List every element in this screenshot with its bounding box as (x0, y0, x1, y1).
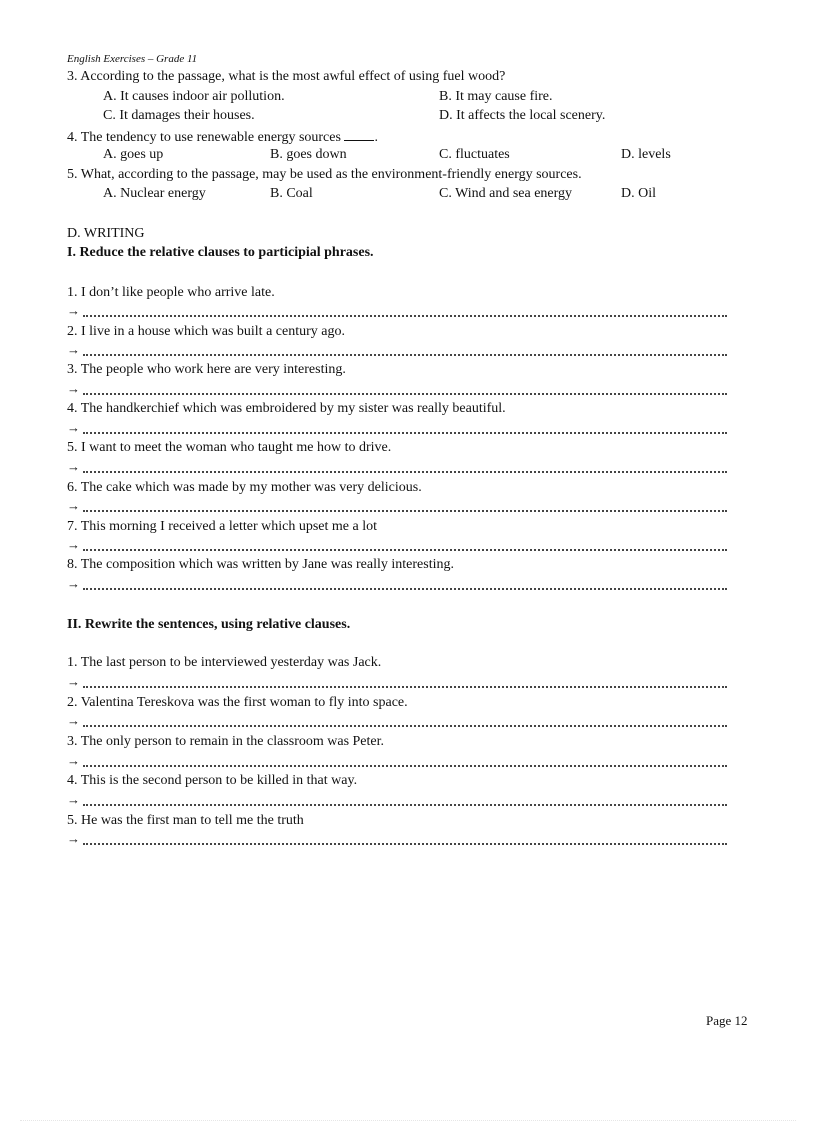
dotted-line (83, 536, 727, 551)
q5-option-c: C. Wind and sea energy (439, 186, 573, 201)
dotted-line (83, 752, 727, 767)
answer-line[interactable] (67, 791, 727, 807)
answer-line[interactable] (67, 497, 727, 513)
part1-sentence-4: 4. The handkerchief which was embroidered by my sister was really beautiful. (67, 401, 506, 416)
arrow-icon: → (67, 674, 80, 689)
part1-heading: I. Reduce the relative clauses to participial phrases. (67, 245, 374, 260)
answer-line[interactable] (67, 380, 727, 396)
answer-line[interactable] (67, 341, 727, 357)
arrow-icon: → (67, 459, 80, 474)
q3-option-b: B. It may cause fire. (439, 89, 553, 104)
arrow-icon: → (67, 420, 80, 435)
answer-line[interactable] (67, 419, 727, 435)
dotted-line (83, 458, 727, 473)
answer-line[interactable] (67, 536, 727, 552)
part2-sentence-5: 5. He was the first man to tell me the truth (67, 813, 304, 828)
dotted-line (83, 712, 727, 727)
q5-option-b: B. Coal (270, 186, 313, 201)
dotted-line (83, 419, 727, 434)
arrow-icon: → (67, 792, 80, 807)
q5-option-d: D. Oil (621, 186, 656, 201)
dotted-line (83, 341, 727, 356)
dotted-line (83, 673, 727, 688)
q3-option-a: A. It causes indoor air pollution. (103, 89, 285, 104)
q4-option-c: C. fluctuates (439, 147, 510, 162)
page-header: English Exercises – Grade 11 (67, 53, 198, 65)
part2-sentence-4: 4. This is the second person to be killed in that way. (67, 773, 358, 788)
answer-line[interactable] (67, 712, 727, 728)
question-3: 3. According to the passage, what is the most awful effect of using fuel wood? (67, 69, 506, 84)
q4-option-a: A. goes up (103, 147, 164, 162)
dotted-line (83, 830, 727, 845)
answer-line[interactable] (67, 830, 727, 846)
part1-sentence-1: 1. I don’t like people who arrive late. (67, 285, 275, 300)
part1-sentence-5: 5. I want to meet the woman who taught me how to drive. (67, 440, 392, 455)
arrow-icon: → (67, 303, 80, 318)
answer-line[interactable] (67, 458, 727, 474)
dotted-line (83, 380, 727, 395)
arrow-icon: → (67, 576, 80, 591)
question-4 (67, 128, 378, 146)
arrow-icon: → (67, 713, 80, 728)
arrow-icon: → (67, 342, 80, 357)
part1-sentence-2: 2. I live in a house which was built a century ago. (67, 324, 345, 339)
q4-text: 4. The tendency to use renewable energy sources (67, 130, 341, 145)
q4-text-end: . (374, 130, 378, 145)
dotted-line (83, 497, 727, 512)
q4-option-b: B. goes down (270, 147, 347, 162)
q4-option-d: D. levels (621, 147, 671, 162)
answer-line[interactable] (67, 673, 727, 689)
arrow-icon: → (67, 831, 80, 846)
dotted-line (83, 575, 727, 590)
writing-heading: D. WRITING (67, 226, 145, 241)
question-5: 5. What, according to the passage, may be used as the environment-friendly energy sources. (67, 167, 582, 182)
arrow-icon: → (67, 498, 80, 513)
part2-sentence-3: 3. The only person to remain in the classroom was Peter. (67, 734, 385, 749)
q5-option-a: A. Nuclear energy (103, 186, 206, 201)
part1-sentence-7: 7. This morning I received a letter which upset me a lot (67, 519, 377, 534)
q3-option-c: C. It damages their houses. (103, 108, 255, 123)
part1-sentence-3: 3. The people who work here are very interesting. (67, 362, 346, 377)
arrow-icon: → (67, 753, 80, 768)
part2-sentence-1: 1. The last person to be interviewed yesterday was Jack. (67, 655, 382, 670)
page-edge-divider (20, 1120, 796, 1121)
q3-option-d: D. It affects the local scenery. (439, 108, 606, 123)
answer-line[interactable] (67, 752, 727, 768)
dotted-line (83, 302, 727, 317)
arrow-icon: → (67, 381, 80, 396)
arrow-icon: → (67, 537, 80, 552)
dotted-line (83, 791, 727, 806)
part2-heading: II. Rewrite the sentences, using relative clauses. (67, 617, 351, 632)
page-number: Page 12 (706, 1013, 748, 1028)
answer-line[interactable] (67, 302, 727, 318)
part1-sentence-6: 6. The cake which was made by my mother was very delicious. (67, 480, 422, 495)
answer-line[interactable] (67, 575, 727, 591)
part1-sentence-8: 8. The composition which was written by Jane was really interesting. (67, 557, 454, 572)
part2-sentence-2: 2. Valentina Tereskova was the first woman to fly into space. (67, 695, 408, 710)
q4-blank (344, 128, 374, 141)
